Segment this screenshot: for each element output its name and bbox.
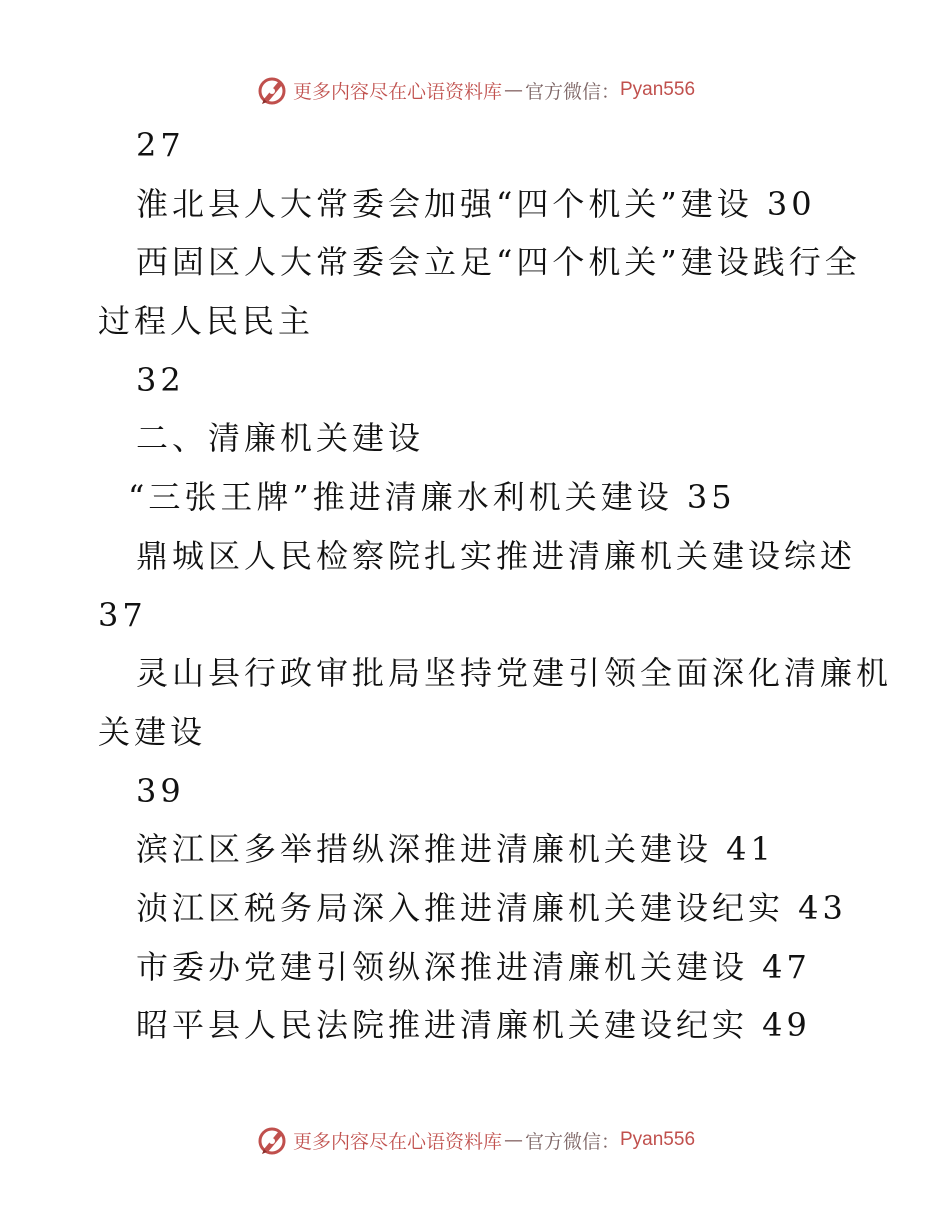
section-heading: 二、清廉机关建设: [136, 419, 425, 458]
banner-dash: —: [503, 79, 523, 101]
banner-dash: —: [503, 1129, 523, 1151]
toc-line: 过程人民民主: [98, 302, 315, 341]
brand-text: 更多内容尽在心语资料库: [292, 1130, 502, 1153]
brand-text: 更多内容尽在心语资料库: [292, 80, 502, 103]
header-watermark: [0, 70, 950, 110]
toc-line: 37: [98, 595, 147, 634]
toc-line: 27: [136, 126, 185, 164]
toc-line: “三张王牌”推进清廉水利机关建设 35: [128, 478, 736, 517]
wechat-id: Pyan556: [620, 79, 696, 100]
toc-line: 灵山县行政审批局坚持党建引领全面深化清廉机: [136, 654, 893, 693]
toc-line: 滨江区多举措纵深推进清廉机关建设 41: [136, 830, 775, 869]
toc-line: 淮北县人大常委会加强“四个机关”建设 30: [136, 184, 816, 223]
toc-line: 32: [136, 360, 185, 399]
toc-line: 昭平县人民法院推进清廉机关建设纪实 49: [136, 1006, 811, 1045]
wechat-label: 官方微信：: [524, 1130, 620, 1153]
toc-line: 鼎城区人民检察院扎实推进清廉机关建设综述: [136, 536, 857, 575]
toc-content: [98, 116, 893, 1055]
wechat-label: 官方微信：: [524, 80, 620, 103]
toc-line: 关建设: [98, 712, 207, 751]
toc-line: 浈江区税务局深入推进清廉机关建设纪实 43: [136, 888, 847, 927]
toc-line: 39: [136, 771, 185, 810]
pen-logo-icon: [255, 1123, 289, 1157]
toc-line: 市委办党建引领纵深推进清廉机关建设 47: [136, 947, 811, 986]
wechat-id: Pyan556: [620, 1129, 696, 1150]
pen-logo-icon: [255, 73, 289, 107]
footer-watermark: [0, 1120, 950, 1160]
toc-line: 西固区人大常委会立足“四个机关”建设践行全: [136, 243, 861, 282]
